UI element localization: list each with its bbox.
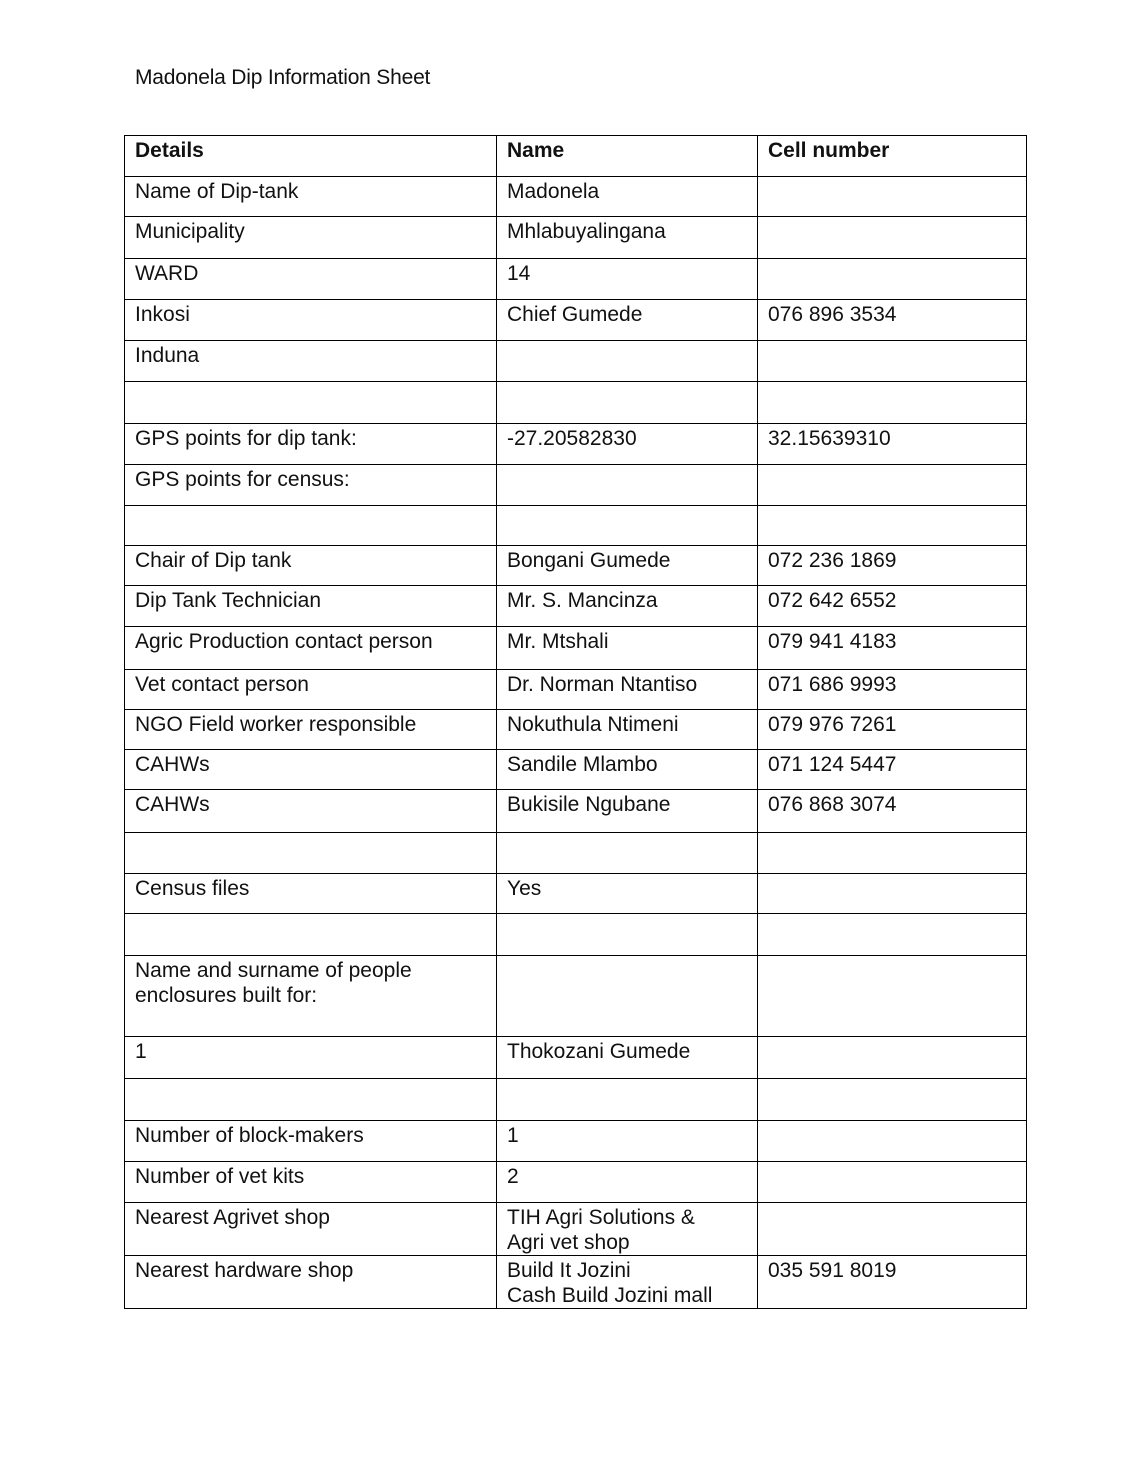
name-cell: 1: [497, 1121, 758, 1162]
cell-number-cell: [758, 259, 1027, 300]
detail-cell: GPS points for dip tank:: [125, 424, 497, 465]
table-row: [125, 424, 1027, 465]
table-header-row: [125, 136, 1027, 177]
detail-cell: WARD: [125, 259, 497, 300]
info-table: [124, 135, 1027, 1309]
detail-cell: Number of vet kits: [125, 1162, 497, 1203]
name-cell: 14: [497, 259, 758, 300]
cell-number-cell: [758, 382, 1027, 424]
detail-cell: Name of Dip-tank: [125, 177, 497, 217]
detail-cell: Nearest hardware shop: [125, 1256, 497, 1309]
name-cell: Madonela: [497, 177, 758, 217]
cell-number-cell: [758, 833, 1027, 874]
detail-cell: [125, 833, 497, 874]
table-row: [125, 670, 1027, 710]
table-row: [125, 217, 1027, 259]
table-row: [125, 259, 1027, 300]
cell-number-cell: 32.15639310: [758, 424, 1027, 465]
name-cell: [497, 465, 758, 506]
cell-number-cell: [758, 1121, 1027, 1162]
detail-cell: 1: [125, 1037, 497, 1079]
table-row: [125, 382, 1027, 424]
detail-cell: Municipality: [125, 217, 497, 259]
table-row: [125, 914, 1027, 956]
cell-number-cell: 079 941 4183: [758, 627, 1027, 670]
detail-cell: [125, 914, 497, 956]
detail-cell: Census files: [125, 874, 497, 914]
name-cell: Mr. Mtshali: [497, 627, 758, 670]
name-cell: Build It Jozini Cash Build Jozini mall: [497, 1256, 758, 1309]
detail-cell: [125, 506, 497, 546]
cell-number-cell: 076 868 3074: [758, 790, 1027, 833]
header-name: Name: [497, 136, 758, 177]
name-cell: [497, 914, 758, 956]
table-row: [125, 1256, 1027, 1309]
detail-cell: Dip Tank Technician: [125, 586, 497, 627]
table-row: [125, 1079, 1027, 1121]
table-row: [125, 874, 1027, 914]
name-cell: -27.20582830: [497, 424, 758, 465]
cell-number-cell: [758, 914, 1027, 956]
cell-number-cell: 071 124 5447: [758, 750, 1027, 790]
detail-cell: Number of block-makers: [125, 1121, 497, 1162]
name-cell: [497, 833, 758, 874]
table-row: [125, 1037, 1027, 1079]
table-row: [125, 1203, 1027, 1256]
cell-number-cell: [758, 1203, 1027, 1256]
name-cell: Dr. Norman Ntantiso: [497, 670, 758, 710]
cell-number-cell: 076 896 3534: [758, 300, 1027, 341]
detail-cell: CAHWs: [125, 750, 497, 790]
cell-number-cell: [758, 177, 1027, 217]
name-cell: [497, 1079, 758, 1121]
header-cell-number: Cell number: [758, 136, 1027, 177]
cell-number-cell: [758, 217, 1027, 259]
name-cell: [497, 341, 758, 382]
name-cell: Chief Gumede: [497, 300, 758, 341]
detail-cell: Nearest Agrivet shop: [125, 1203, 497, 1256]
detail-cell: Name and surname of people enclosures built for:: [125, 956, 497, 1037]
table-row: [125, 750, 1027, 790]
table-row: [125, 710, 1027, 750]
name-cell: Sandile Mlambo: [497, 750, 758, 790]
name-cell: [497, 382, 758, 424]
name-cell: Yes: [497, 874, 758, 914]
cell-number-cell: [758, 465, 1027, 506]
table-row: [125, 546, 1027, 586]
name-cell: Mhlabuyalingana: [497, 217, 758, 259]
header-details: Details: [125, 136, 497, 177]
detail-cell: [125, 1079, 497, 1121]
cell-number-cell: [758, 956, 1027, 1037]
detail-cell: CAHWs: [125, 790, 497, 833]
table-row: [125, 956, 1027, 1037]
table-row: [125, 1121, 1027, 1162]
document-title: Madonela Dip Information Sheet: [135, 66, 431, 89]
cell-number-cell: 079 976 7261: [758, 710, 1027, 750]
name-cell: [497, 956, 758, 1037]
detail-cell: Inkosi: [125, 300, 497, 341]
name-cell: Nokuthula Ntimeni: [497, 710, 758, 750]
cell-number-cell: 072 236 1869: [758, 546, 1027, 586]
name-cell: Thokozani Gumede: [497, 1037, 758, 1079]
cell-number-cell: [758, 506, 1027, 546]
table-row: [125, 341, 1027, 382]
table-row: [125, 586, 1027, 627]
cell-number-cell: [758, 1079, 1027, 1121]
name-cell: TIH Agri Solutions & Agri vet shop: [497, 1203, 758, 1256]
cell-number-cell: 035 591 8019: [758, 1256, 1027, 1309]
detail-cell: Induna: [125, 341, 497, 382]
detail-cell: Agric Production contact person: [125, 627, 497, 670]
table-row: [125, 790, 1027, 833]
name-cell: Bongani Gumede: [497, 546, 758, 586]
table-row: [125, 300, 1027, 341]
detail-cell: Vet contact person: [125, 670, 497, 710]
name-cell: Mr. S. Mancinza: [497, 586, 758, 627]
table-row: [125, 627, 1027, 670]
cell-number-cell: [758, 1037, 1027, 1079]
cell-number-cell: 071 686 9993: [758, 670, 1027, 710]
detail-cell: [125, 382, 497, 424]
detail-cell: GPS points for census:: [125, 465, 497, 506]
cell-number-cell: [758, 341, 1027, 382]
table-row: [125, 1162, 1027, 1203]
cell-number-cell: [758, 1162, 1027, 1203]
name-cell: [497, 506, 758, 546]
table-row: [125, 506, 1027, 546]
table-row: [125, 465, 1027, 506]
detail-cell: NGO Field worker responsible: [125, 710, 497, 750]
name-cell: Bukisile Ngubane: [497, 790, 758, 833]
cell-number-cell: [758, 874, 1027, 914]
cell-number-cell: 072 642 6552: [758, 586, 1027, 627]
name-cell: 2: [497, 1162, 758, 1203]
detail-cell: Chair of Dip tank: [125, 546, 497, 586]
table-row: [125, 833, 1027, 874]
table-row: [125, 177, 1027, 217]
